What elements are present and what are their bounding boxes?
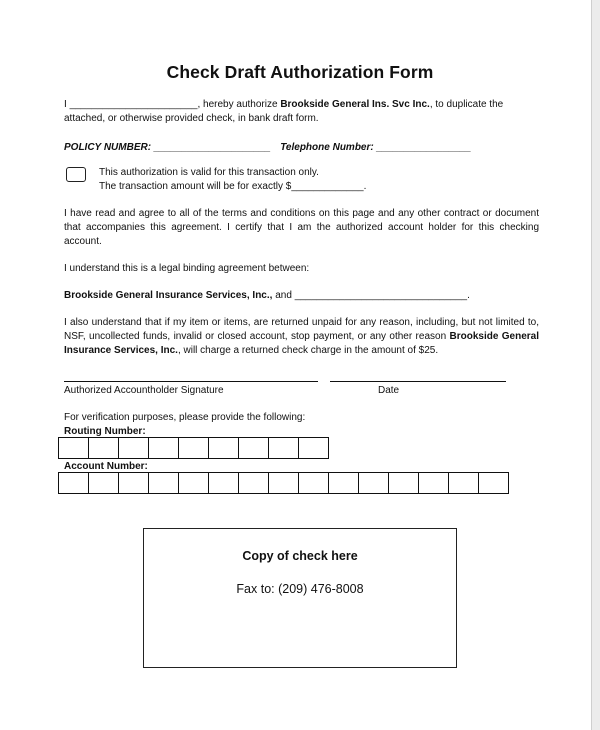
routing-number-label: Routing Number: — [64, 426, 146, 437]
date-line[interactable] — [330, 381, 506, 382]
account-digit-box[interactable] — [478, 472, 509, 494]
intro-pre: I — [64, 99, 70, 110]
copy-title: Copy of check here — [242, 549, 358, 563]
account-digit-box[interactable] — [208, 472, 239, 494]
party-company: Brookside General Insurance Services, Inc., — [64, 290, 273, 301]
party-name-blank[interactable]: _______________________________ — [294, 290, 468, 301]
account-digit-box[interactable] — [298, 472, 329, 494]
account-digit-box[interactable] — [268, 472, 299, 494]
date-label: Date — [378, 385, 400, 396]
account-digit-box[interactable] — [178, 472, 209, 494]
account-number-boxes — [58, 472, 508, 494]
routing-digit-box[interactable] — [178, 437, 209, 459]
viewer-edge — [592, 0, 600, 730]
returned-text-1: I also understand that if my item or items, are returned unpaid for any reason, including, but not limited to, NSF, uncollected funds, invalid or closed account, stop payment, or any other reason — [64, 317, 539, 342]
binding-text: I understand this is a legal binding agreement between: — [64, 263, 310, 274]
routing-digit-box[interactable] — [298, 437, 329, 459]
intro-post: , to duplicate the — [429, 99, 504, 110]
intro-mid: , hereby authorize — [197, 99, 281, 110]
party-end: . — [467, 290, 470, 301]
fax-number: Fax to: (209) 476-8008 — [236, 582, 364, 596]
party-line — [64, 289, 539, 303]
returned-text-2: , will charge a returned check charge in the amount of $25. — [177, 345, 439, 356]
transaction-text — [99, 166, 539, 194]
routing-digit-box[interactable] — [208, 437, 239, 459]
routing-number-boxes — [58, 437, 328, 459]
authorizer-name-blank[interactable]: _______________________ — [69, 99, 198, 110]
account-digit-box[interactable] — [388, 472, 419, 494]
account-digit-box[interactable] — [448, 472, 479, 494]
routing-digit-box[interactable] — [88, 437, 119, 459]
check-copy-box — [143, 528, 457, 668]
authorization-checkbox[interactable] — [66, 167, 86, 182]
routing-digit-box[interactable] — [268, 437, 299, 459]
account-digit-box[interactable] — [238, 472, 269, 494]
routing-digit-box[interactable] — [148, 437, 179, 459]
account-digit-box[interactable] — [58, 472, 89, 494]
routing-digit-box[interactable] — [58, 437, 89, 459]
amount-field[interactable]: The transaction amount will be for exactly $_____________. — [99, 181, 367, 192]
telephone-number-field[interactable]: Telephone Number: _________________ — [280, 142, 472, 153]
account-digit-box[interactable] — [418, 472, 449, 494]
policy-phone-row — [64, 141, 539, 155]
account-digit-box[interactable] — [358, 472, 389, 494]
account-number-label: Account Number: — [64, 461, 148, 472]
signature-line[interactable] — [64, 381, 318, 382]
account-digit-box[interactable] — [118, 472, 149, 494]
account-digit-box[interactable] — [148, 472, 179, 494]
account-digit-box[interactable] — [88, 472, 119, 494]
intro-company: Brookside General Ins. Svc Inc. — [280, 99, 430, 110]
account-digit-box[interactable] — [328, 472, 359, 494]
signature-label: Authorized Accountholder Signature — [64, 385, 224, 396]
verification-text: For verification purposes, please provide the following: — [64, 412, 306, 423]
valid-text: This authorization is valid for this transaction only. — [99, 167, 319, 178]
party-and: and — [272, 290, 295, 301]
returned-check-paragraph — [64, 316, 539, 358]
returned-company: Brookside General Insurance Services, Inc. — [64, 331, 539, 356]
form-title: Check Draft Authorization Form — [166, 62, 434, 82]
agree-paragraph: I have read and agree to all of the terms and conditions on this page and any other contract or document that accompanies this agreement. I certify that I am the authorized account holder for this checking account. — [64, 208, 539, 247]
intro-paragraph — [64, 98, 539, 126]
routing-digit-box[interactable] — [118, 437, 149, 459]
policy-number-field[interactable]: POLICY NUMBER: _____________________ — [64, 142, 271, 153]
routing-digit-box[interactable] — [238, 437, 269, 459]
intro-line2: attached, or otherwise provided check, in bank draft form. — [64, 113, 319, 124]
